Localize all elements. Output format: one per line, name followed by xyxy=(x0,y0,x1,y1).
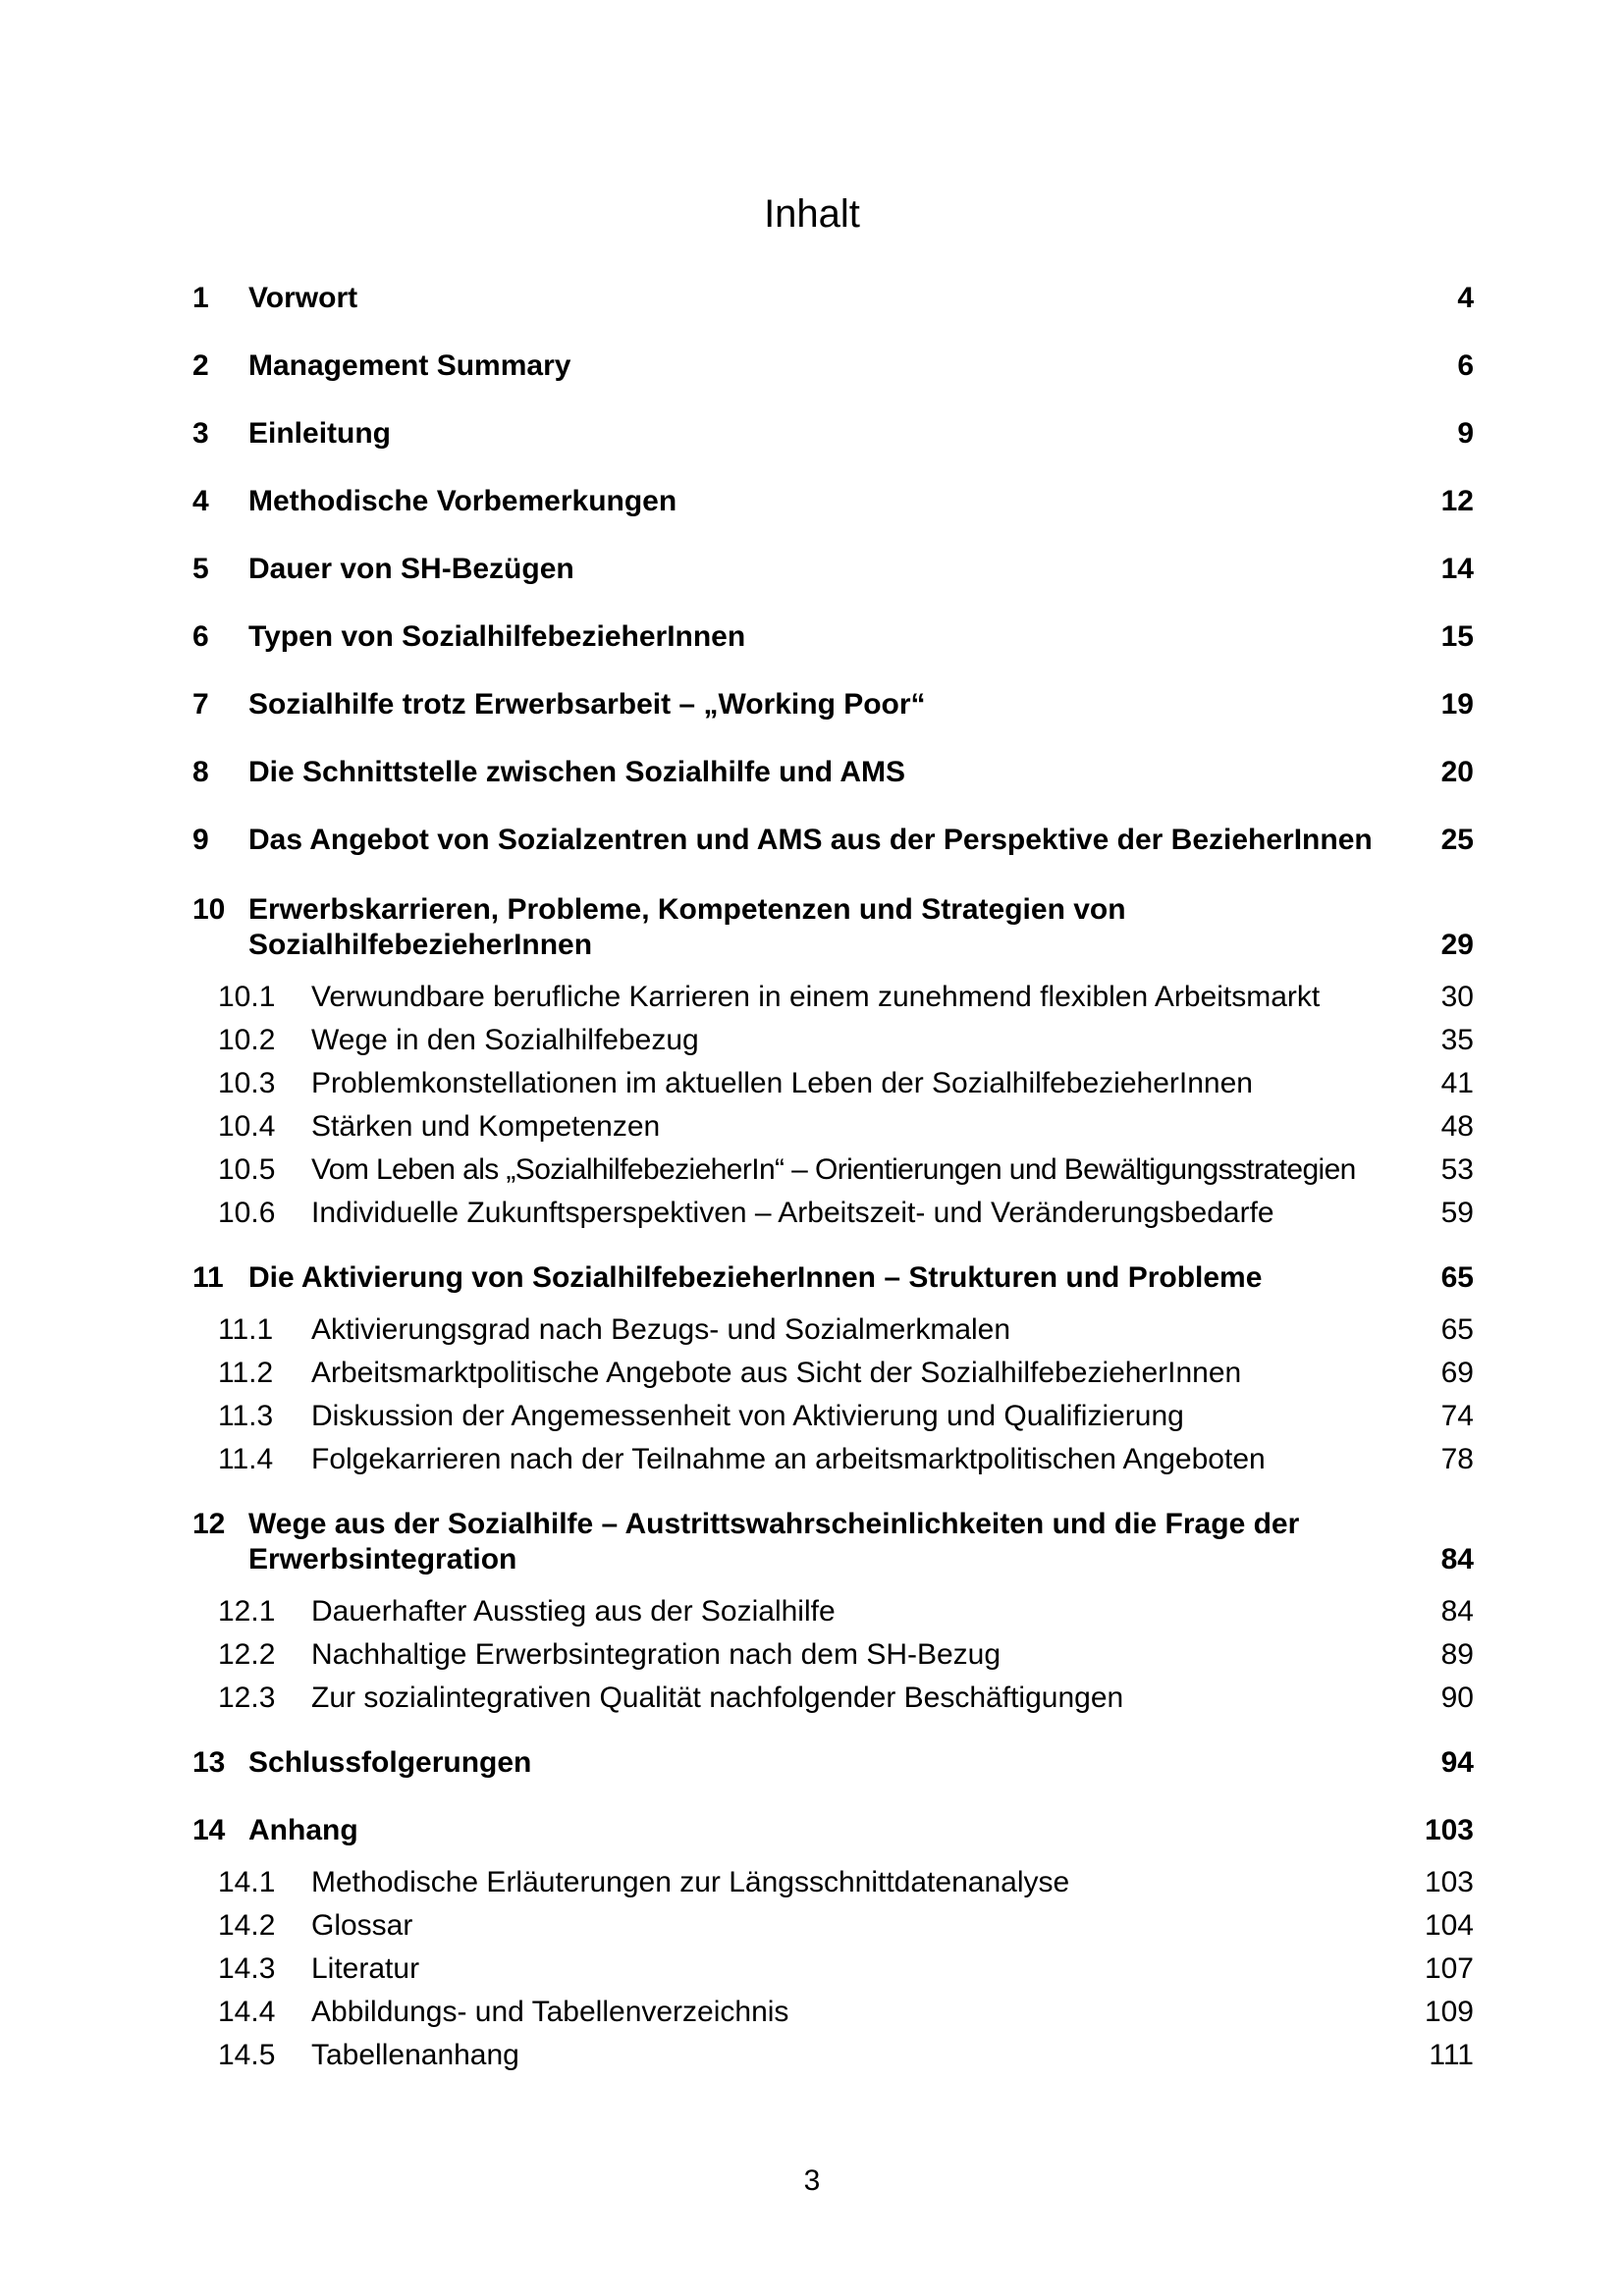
page-number: 3 xyxy=(803,2164,821,2197)
toc-entry-page: 65 xyxy=(1440,1313,1474,1346)
toc-entry-title: Typen von SozialhilfebezieherInnen xyxy=(248,620,746,653)
toc-entry-number: 11 xyxy=(192,1261,224,1294)
toc-entry-number: 4 xyxy=(192,485,209,517)
toc-entry-page: 14 xyxy=(1440,553,1474,585)
toc-entry-page: 109 xyxy=(1424,1996,1474,2028)
toc-entry-page: 35 xyxy=(1440,1024,1474,1056)
toc-entry-title: Dauer von SH-Bezügen xyxy=(248,553,574,585)
toc-entry-title: Abbildungs- und Tabellenverzeichnis xyxy=(311,1996,789,2028)
toc-entry-title: Dauerhafter Ausstieg aus der Sozialhilfe xyxy=(311,1595,836,1628)
toc-entry-number: 12.3 xyxy=(218,1682,276,1714)
toc-entry-title-continued: Erwerbsintegration xyxy=(248,1543,517,1575)
toc-entry-page: 59 xyxy=(1440,1197,1474,1229)
toc-entry-title: Management Summary xyxy=(248,349,571,382)
toc-entry-title: Individuelle Zukunftsperspektiven – Arbeitszeit- und Veränderungsbedarfe xyxy=(311,1197,1274,1229)
toc-entry-number: 5 xyxy=(192,553,209,585)
toc-entry-page: 94 xyxy=(1440,1746,1474,1779)
toc-entry-number: 1 xyxy=(192,282,209,314)
toc-entry-title: Literatur xyxy=(311,1952,420,1985)
toc-title: Inhalt xyxy=(764,192,860,236)
toc-entry-number: 10.3 xyxy=(218,1067,276,1099)
toc-entry-title: Anhang xyxy=(248,1814,358,1846)
toc-entry-title: Nachhaltige Erwerbsintegration nach dem SH-Bezug xyxy=(311,1638,1001,1671)
toc-entry-title: Erwerbskarrieren, Probleme, Kompetenzen und Strategien von xyxy=(248,893,1126,926)
toc-entry-number: 12.2 xyxy=(218,1638,276,1671)
toc-entry-page: 15 xyxy=(1440,620,1474,653)
toc-entry-title: Stärken und Kompetenzen xyxy=(311,1110,661,1143)
toc-entry-number: 12 xyxy=(192,1508,226,1540)
toc-entry-title: Sozialhilfe trotz Erwerbsarbeit – „Working Poor“ xyxy=(248,688,926,721)
toc-entry-number: 12.1 xyxy=(218,1595,276,1628)
toc-entry-title: Einleitung xyxy=(248,417,391,450)
toc-entry-page: 84 xyxy=(1440,1543,1474,1575)
toc-entry-page: 107 xyxy=(1424,1952,1474,1985)
toc-entry-page: 4 xyxy=(1457,282,1474,314)
toc-entry-page: 29 xyxy=(1440,929,1474,961)
toc-entry-page: 48 xyxy=(1440,1110,1474,1143)
toc-entry-number: 11.2 xyxy=(218,1357,274,1389)
toc-entry-title: Diskussion der Angemessenheit von Aktivierung und Qualifizierung xyxy=(311,1400,1184,1432)
toc-entry-page: 103 xyxy=(1424,1814,1474,1846)
toc-entry-title: Vom Leben als „SozialhilfebezieherIn“ – Orientierungen und Bewältigungsstrategien xyxy=(311,1153,1356,1186)
toc-entry-number: 13 xyxy=(192,1746,226,1779)
toc-entry-page: 12 xyxy=(1440,485,1474,517)
toc-entry-number: 6 xyxy=(192,620,209,653)
toc-entry-number: 14.1 xyxy=(218,1866,276,1898)
toc-entry-title: Die Aktivierung von SozialhilfebezieherInnen – Strukturen und Probleme xyxy=(248,1261,1263,1294)
toc-entry-page: 89 xyxy=(1440,1638,1474,1671)
toc-entry-page: 19 xyxy=(1440,688,1474,721)
toc-entry-title: Die Schnittstelle zwischen Sozialhilfe und AMS xyxy=(248,756,905,788)
toc-entry-number: 9 xyxy=(192,824,209,856)
toc-entry-number: 10.4 xyxy=(218,1110,276,1143)
toc-entry-title: Das Angebot von Sozialzentren und AMS aus der Perspektive der BezieherInnen xyxy=(248,824,1373,856)
toc-entry-page: 53 xyxy=(1440,1153,1474,1186)
toc-entry-title: Wege aus der Sozialhilfe – Austrittswahrscheinlichkeiten und die Frage der xyxy=(248,1508,1300,1540)
toc-entry-title: Glossar xyxy=(311,1909,413,1942)
toc-entry-page: 20 xyxy=(1440,756,1474,788)
toc-entry-number: 8 xyxy=(192,756,209,788)
toc-entry-title: Wege in den Sozialhilfebezug xyxy=(311,1024,699,1056)
toc-entry-number: 10.5 xyxy=(218,1153,276,1186)
toc-entry-page: 78 xyxy=(1440,1443,1474,1475)
toc-entry-number: 10 xyxy=(192,893,226,926)
toc-entry-page: 104 xyxy=(1424,1909,1474,1942)
toc-entry-number: 14.2 xyxy=(218,1909,276,1942)
toc-entry-title: Folgekarrieren nach der Teilnahme an arbeitsmarktpolitischen Angeboten xyxy=(311,1443,1266,1475)
toc-entry-page: 65 xyxy=(1440,1261,1474,1294)
toc-entry-page: 41 xyxy=(1440,1067,1474,1099)
toc-entry-title: Methodische Erläuterungen zur Längsschnittdatenanalyse xyxy=(311,1866,1070,1898)
toc-entry-number: 11.1 xyxy=(218,1313,274,1346)
toc-entry-number: 10.1 xyxy=(218,981,276,1013)
toc-entry-title: Tabellenanhang xyxy=(311,2039,519,2071)
toc-entry-page: 111 xyxy=(1429,2039,1474,2071)
toc-entry-page: 74 xyxy=(1440,1400,1474,1432)
toc-entry-number: 14.4 xyxy=(218,1996,276,2028)
toc-entry-page: 6 xyxy=(1457,349,1474,382)
toc-entry-title: Aktivierungsgrad nach Bezugs- und Sozialmerkmalen xyxy=(311,1313,1011,1346)
toc-entry-title: Methodische Vorbemerkungen xyxy=(248,485,677,517)
toc-entry-page: 84 xyxy=(1440,1595,1474,1628)
toc-entry-title-continued: SozialhilfebezieherInnen xyxy=(248,929,593,961)
toc-entry-number: 10.2 xyxy=(218,1024,276,1056)
toc-entry-number: 3 xyxy=(192,417,209,450)
toc-entry-number: 14 xyxy=(192,1814,226,1846)
toc-entry-title: Verwundbare berufliche Karrieren in einem zunehmend flexiblen Arbeitsmarkt xyxy=(311,981,1321,1013)
toc-entry-number: 14.5 xyxy=(218,2039,276,2071)
toc-entry-number: 7 xyxy=(192,688,209,721)
toc-entry-page: 25 xyxy=(1440,824,1474,856)
toc-entry-title: Vorwort xyxy=(248,282,358,314)
toc-entry-title: Arbeitsmarktpolitische Angebote aus Sicht der SozialhilfebezieherInnen xyxy=(311,1357,1242,1389)
toc-entry-page: 30 xyxy=(1440,981,1474,1013)
toc-entry-number: 2 xyxy=(192,349,209,382)
toc-entry-title: Zur sozialintegrativen Qualität nachfolgender Beschäftigungen xyxy=(311,1682,1124,1714)
toc-entry-number: 11.3 xyxy=(218,1400,274,1432)
toc-entry-number: 14.3 xyxy=(218,1952,276,1985)
toc-entry-page: 103 xyxy=(1424,1866,1474,1898)
toc-entry-number: 11.4 xyxy=(218,1443,274,1475)
toc-entry-number: 10.6 xyxy=(218,1197,276,1229)
toc-entry-page: 90 xyxy=(1440,1682,1474,1714)
toc-entry-title: Schlussfolgerungen xyxy=(248,1746,532,1779)
toc-entry-page: 9 xyxy=(1457,417,1474,450)
toc-entry-title: Problemkonstellationen im aktuellen Leben der SozialhilfebezieherInnen xyxy=(311,1067,1253,1099)
toc-entry-page: 69 xyxy=(1440,1357,1474,1389)
